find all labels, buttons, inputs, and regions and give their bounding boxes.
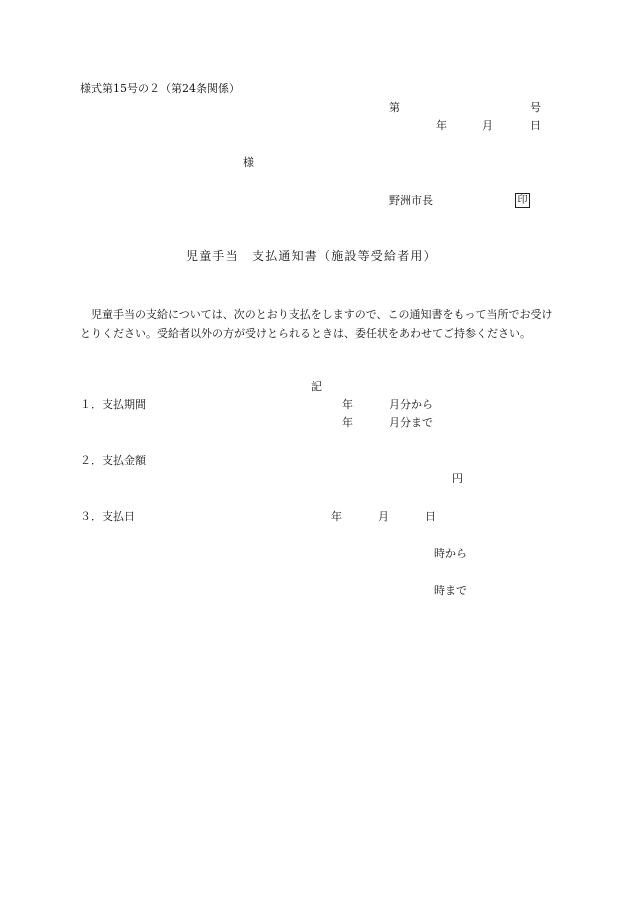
sender-name: 野洲市長: [389, 194, 433, 207]
payment-date-year: 年: [331, 510, 342, 523]
issue-date-day: 日: [530, 119, 541, 132]
body-text: 児童手当の支給については、次のとおり支払をしますので、この通知書をもって当所でお受けとりください。受給者以外の方が受けとられるときは、委任状をあわせてご持参ください。: [80, 308, 553, 340]
amount-unit: 円: [452, 472, 463, 485]
seal-mark: 印: [515, 193, 530, 208]
period-from-year: 年: [342, 398, 353, 411]
document-number-suffix: 号: [530, 101, 541, 114]
document-title: 児童手当 支払通知書（施設等受給者用）: [186, 249, 437, 263]
document-number-prefix: 第: [389, 101, 400, 114]
payment-period-label: １．支払期間: [80, 398, 146, 411]
payment-amount-label: ２．支払金額: [80, 454, 146, 467]
body-paragraph: [80, 305, 560, 343]
issue-date-month: 月: [482, 119, 493, 132]
period-to-month: 月分まで: [389, 416, 433, 429]
time-from: 時から: [434, 547, 467, 560]
recipient-honorific: 様: [243, 156, 254, 169]
issue-date-year: 年: [436, 119, 447, 132]
period-from-month: 月分から: [389, 398, 433, 411]
period-to-year: 年: [342, 416, 353, 429]
form-number-label: 様式第15号の２（第24条関係）: [80, 82, 240, 95]
payment-date-month: 月: [378, 510, 389, 523]
payment-date-day: 日: [425, 510, 436, 523]
ki-heading: 記: [311, 380, 322, 393]
payment-date-label: ３．支払日: [80, 510, 135, 523]
time-to: 時まで: [434, 584, 467, 597]
